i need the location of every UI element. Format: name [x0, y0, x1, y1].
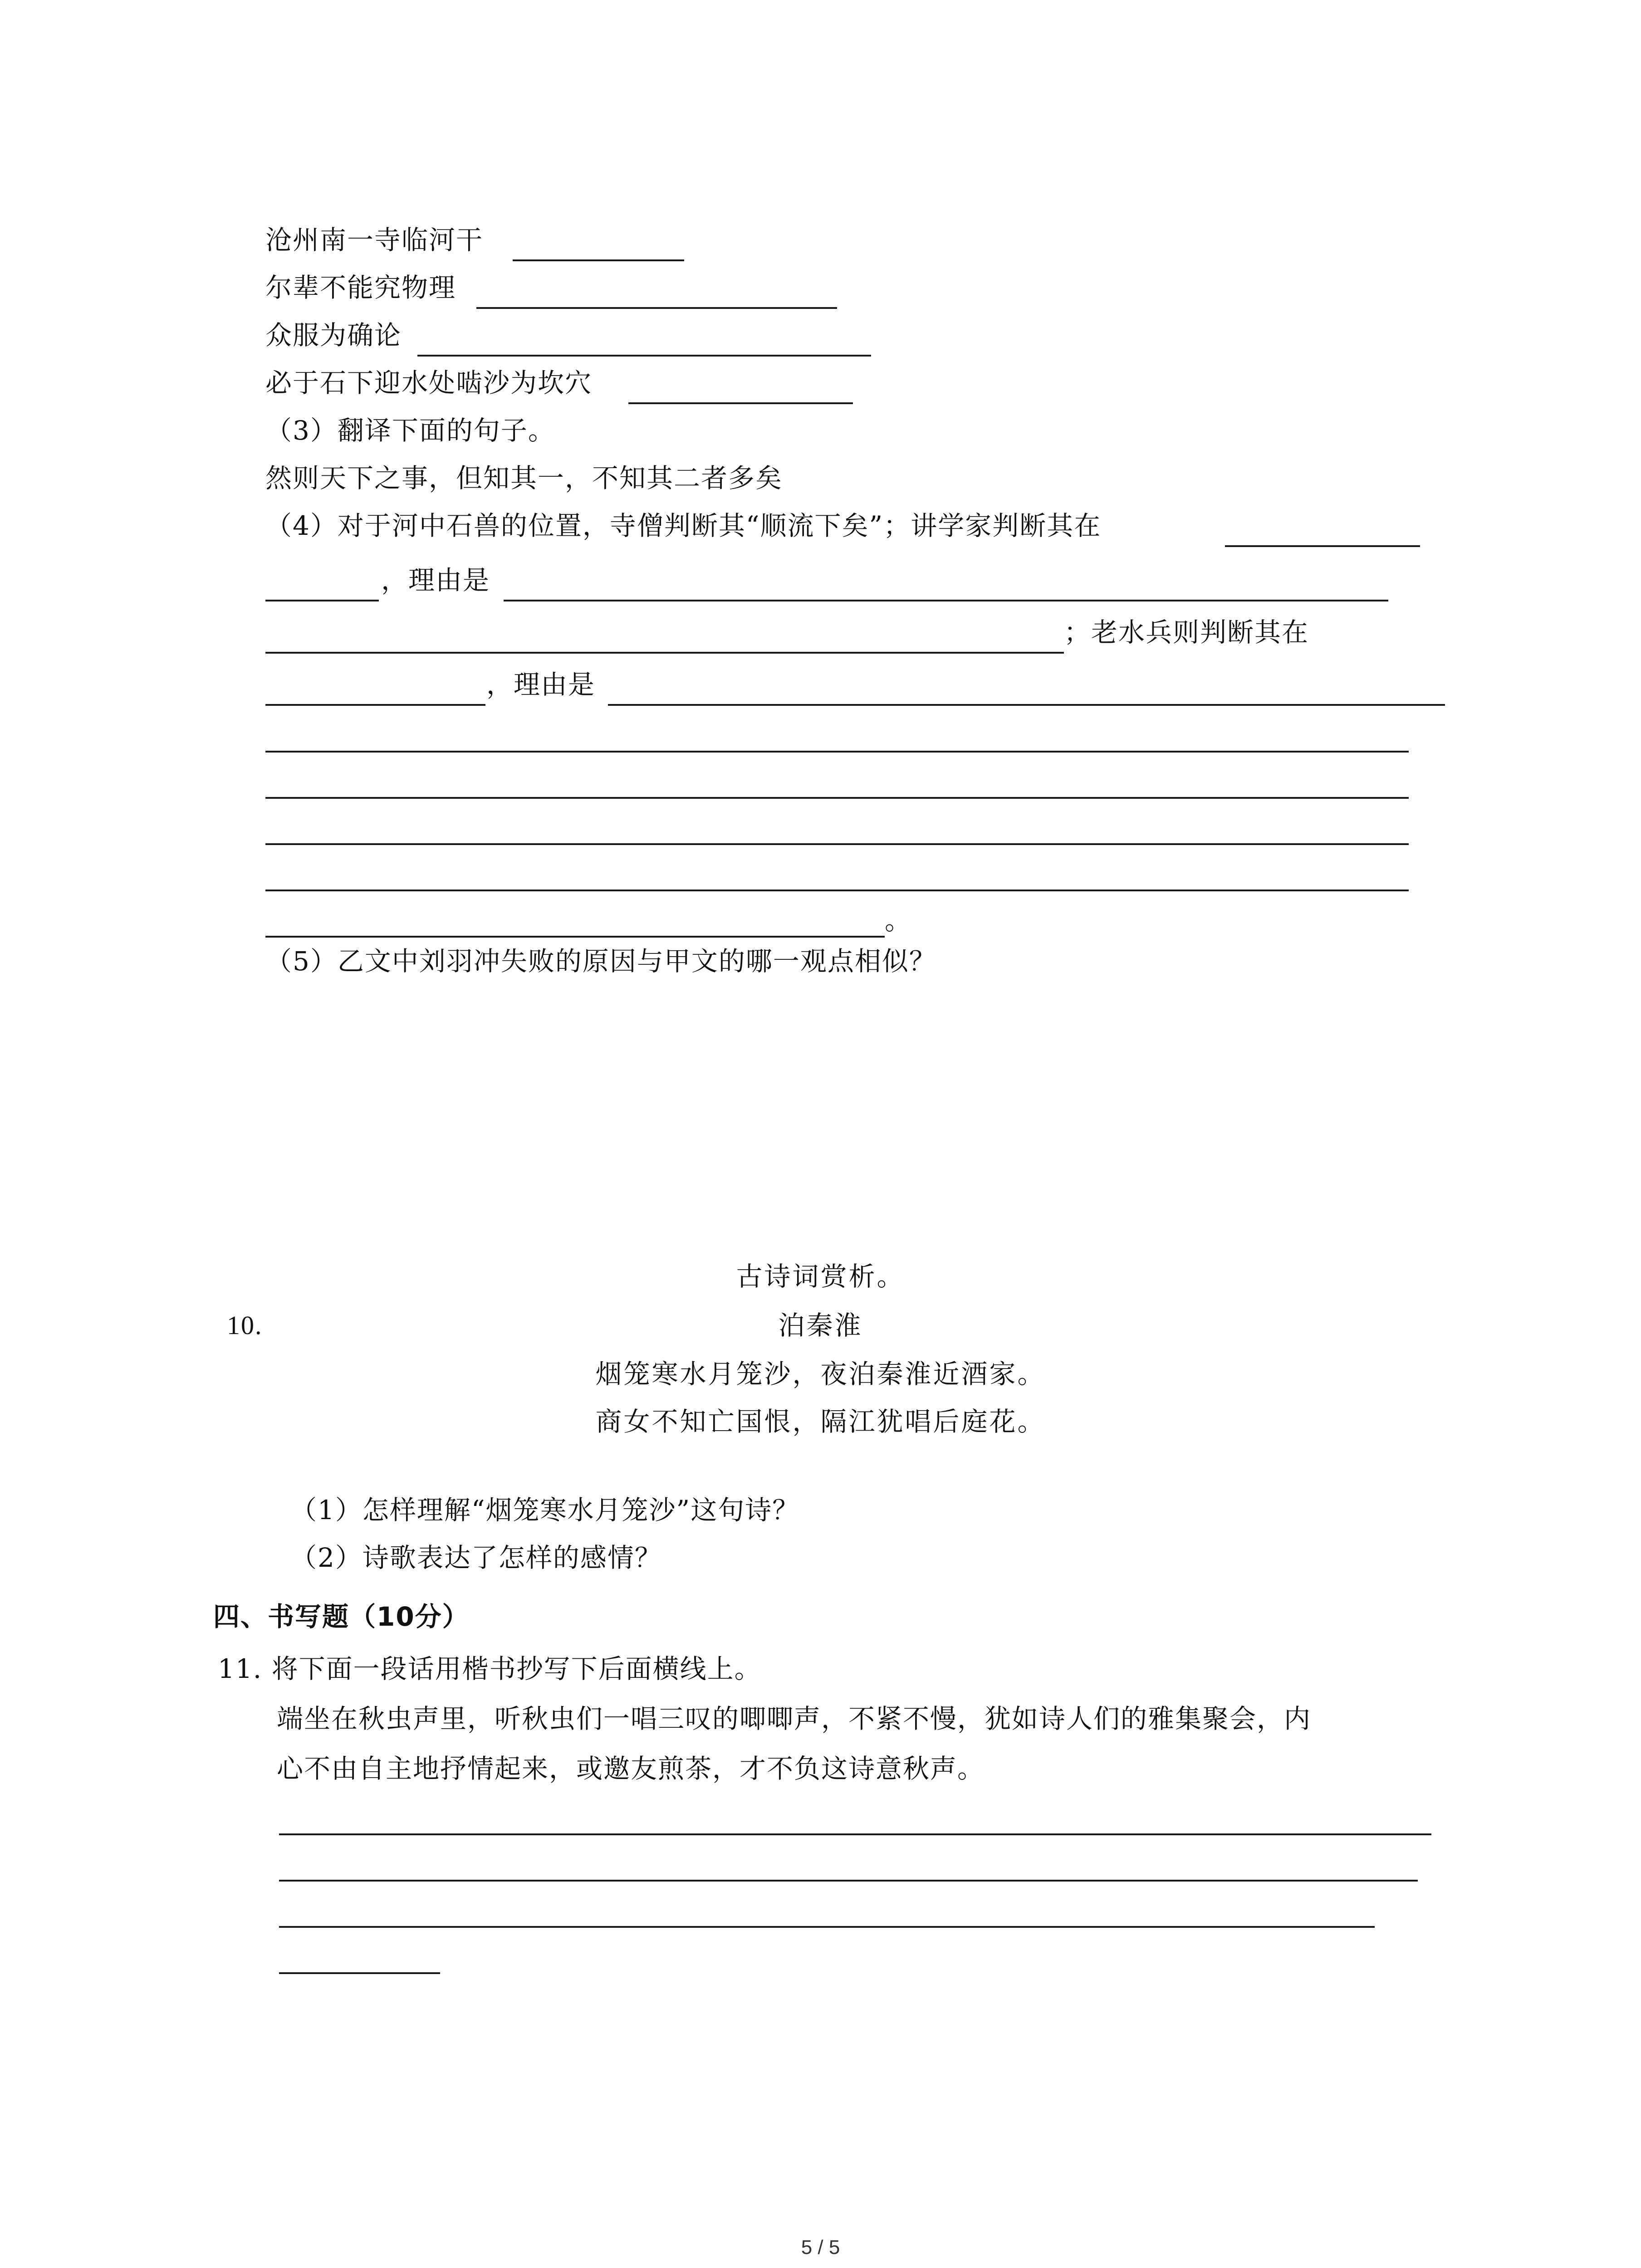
question-4-prompt: （4）对于河中石兽的位置，寺僧判断其“顺流下矣”；讲学家判断其在	[265, 510, 1102, 541]
question-4-reason-label: ，理由是	[381, 565, 490, 596]
answer-line[interactable]	[265, 936, 885, 938]
writing-line[interactable]	[279, 1972, 440, 1974]
answer-line[interactable]	[265, 751, 1409, 753]
answer-line[interactable]	[1225, 545, 1420, 547]
poem-title: 泊秦淮	[778, 1310, 863, 1341]
question-5-prompt: （5）乙文中刘羽冲失败的原因与甲文的哪一观点相似？	[265, 946, 936, 977]
question-3-prompt: （3）翻译下面的句子。	[265, 415, 555, 446]
answer-line[interactable]	[265, 600, 379, 601]
answer-line[interactable]	[265, 652, 1064, 654]
copy-text-line-2: 心不由自主地抒情起来，或邀友煎茶，才不负这诗意秋声。	[277, 1753, 985, 1784]
question-3-sentence: 然则天下之事，但知其一，不知其二者多矣	[265, 463, 783, 494]
question-10-sub-1: （1）怎样理解“烟笼寒水月笼沙”这句诗？	[290, 1495, 800, 1525]
section-4-title: 四、书写题（10分）	[213, 1601, 470, 1632]
word-item-1: 沧州南一寺临河干	[265, 225, 484, 255]
page-number: 5 / 5	[801, 2236, 840, 2258]
poem-line-1: 烟笼寒水月笼沙，夜泊秦淮近酒家。	[595, 1359, 1046, 1389]
question-4-end-punct: 。	[885, 905, 912, 936]
writing-line[interactable]	[279, 1926, 1375, 1928]
writing-line[interactable]	[279, 1880, 1418, 1882]
question-10-sub-2: （2）诗歌表达了怎样的感情？	[290, 1542, 662, 1573]
question-11-prompt: 11. 将下面一段话用楷书抄写下后面横线上。	[218, 1653, 762, 1684]
question-4-reason-label-2: ，理由是	[486, 669, 596, 700]
answer-line[interactable]	[504, 600, 1388, 601]
answer-line[interactable]	[265, 843, 1409, 845]
answer-line[interactable]	[265, 890, 1409, 891]
answer-line[interactable]	[513, 259, 684, 261]
word-item-4: 必于石下迎水处啮沙为坎穴	[265, 367, 593, 398]
copy-text-line-1: 端坐在秋虫声里，听秋虫们一唱三叹的唧唧声，不紧不慢，犹如诗人们的雅集聚会，内	[277, 1703, 1312, 1734]
question-10-number: 10.	[227, 1310, 263, 1340]
answer-line[interactable]	[265, 797, 1409, 799]
answer-line[interactable]	[608, 704, 1445, 706]
question-4-mid-text: ；老水兵则判断其在	[1064, 617, 1309, 648]
answer-line[interactable]	[476, 307, 837, 309]
poem-line-2: 商女不知亡国恨，隔江犹唱后庭花。	[595, 1406, 1046, 1437]
word-item-3: 众服为确论	[265, 320, 402, 351]
writing-line[interactable]	[279, 1833, 1431, 1835]
question-10-heading: 古诗词赏析。	[736, 1261, 905, 1292]
answer-line[interactable]	[265, 704, 485, 706]
answer-line[interactable]	[417, 355, 871, 357]
word-item-2: 尔辈不能究物理	[265, 272, 456, 303]
answer-line[interactable]	[628, 402, 853, 404]
